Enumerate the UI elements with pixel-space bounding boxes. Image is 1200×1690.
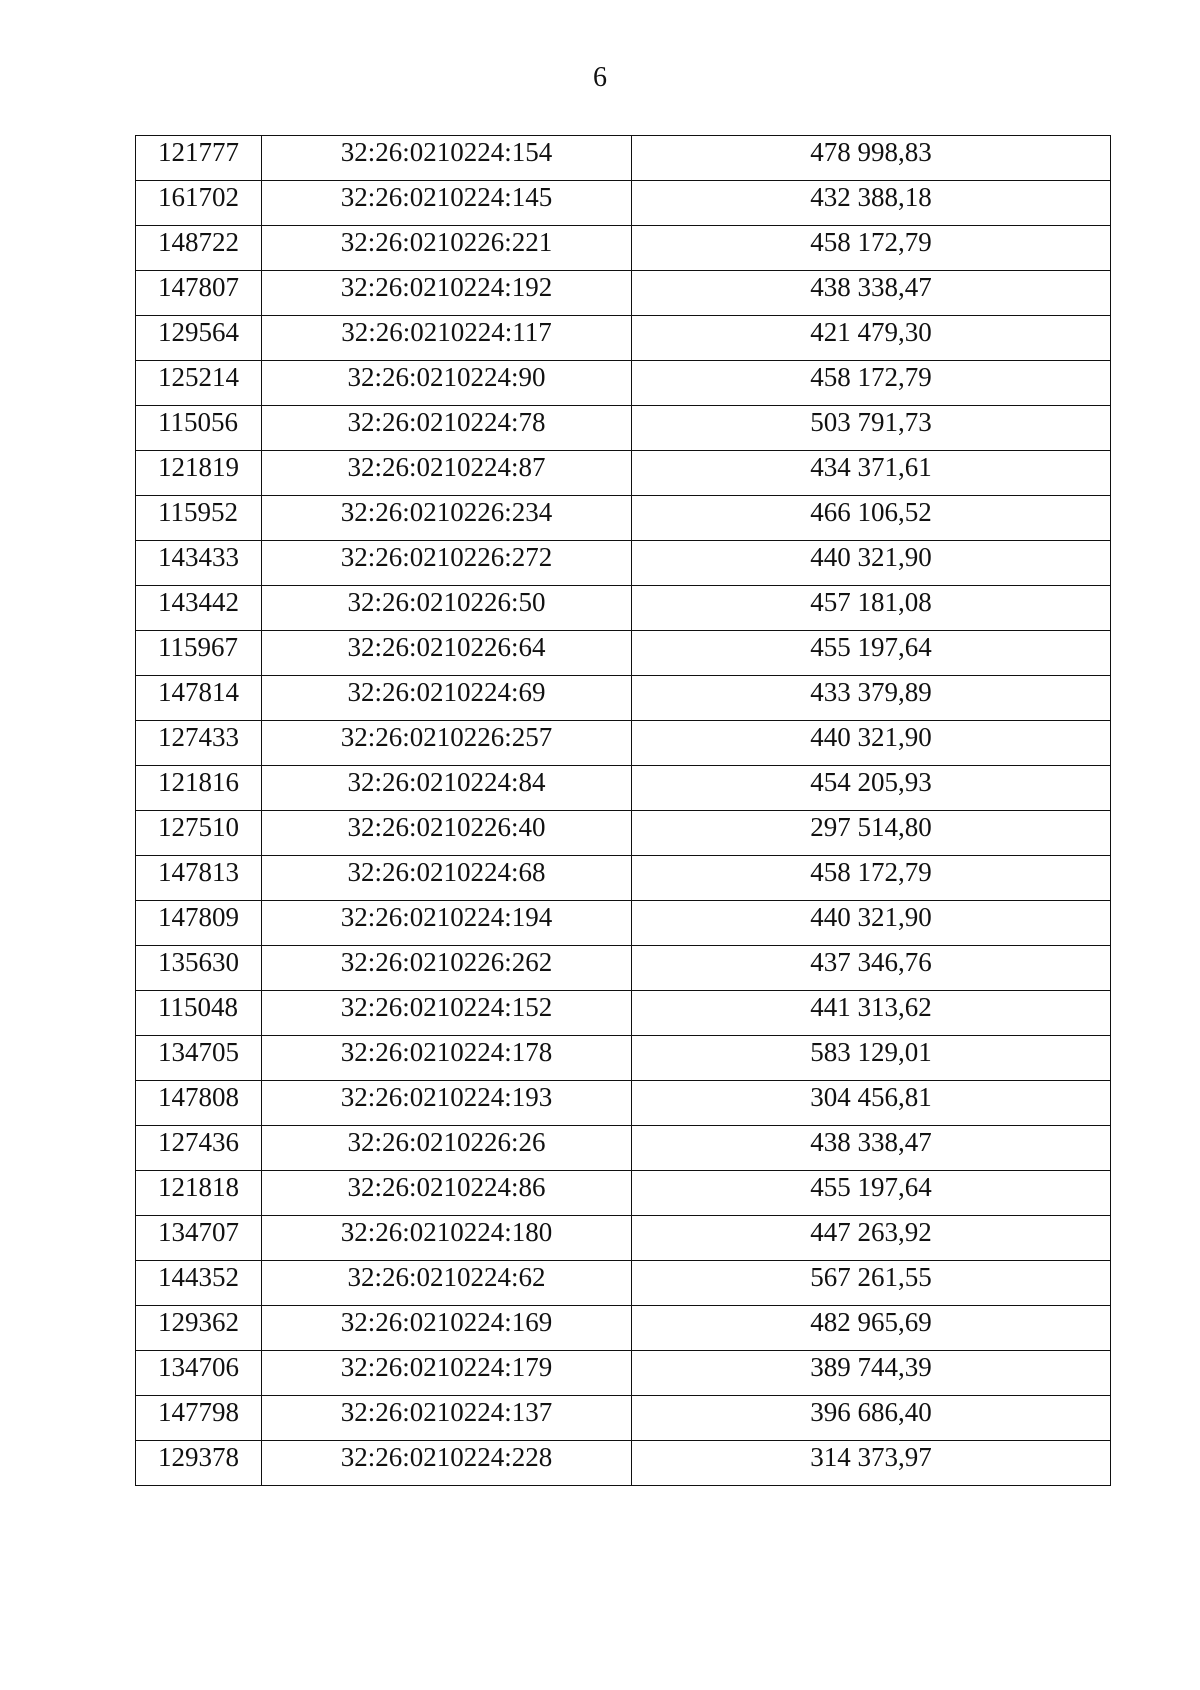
row-id-cell xyxy=(136,1441,262,1486)
cadastral-number-cell-text: 32:26:0210224:78 xyxy=(347,407,546,437)
value-cell xyxy=(632,586,1111,631)
row-id-cell-text: 147813 xyxy=(158,857,239,887)
value-cell-text: 503 791,73 xyxy=(810,407,932,437)
value-cell-text: 457 181,08 xyxy=(810,587,932,617)
cadastral-number-cell-text: 32:26:0210226:221 xyxy=(340,227,553,257)
cadastral-number-cell-text: 32:26:0210224:194 xyxy=(340,902,553,932)
row-id-cell-text: 135630 xyxy=(158,947,239,977)
table-row xyxy=(136,586,1111,631)
row-id-cell xyxy=(136,721,262,766)
cadastral-number-cell xyxy=(262,631,632,676)
value-cell xyxy=(632,181,1111,226)
cadastral-number-cell-text: 32:26:0210224:178 xyxy=(340,1037,553,1067)
value-cell xyxy=(632,1396,1111,1441)
value-cell xyxy=(632,451,1111,496)
value-cell xyxy=(632,226,1111,271)
row-id-cell xyxy=(136,856,262,901)
row-id-cell-text: 121818 xyxy=(158,1172,239,1202)
value-cell xyxy=(632,1081,1111,1126)
cadastral-number-cell xyxy=(262,676,632,721)
value-cell xyxy=(632,766,1111,811)
value-cell-text: 440 321,90 xyxy=(810,722,932,752)
row-id-cell xyxy=(136,361,262,406)
table-row xyxy=(136,226,1111,271)
cadastral-number-cell xyxy=(262,766,632,811)
row-id-cell xyxy=(136,1396,262,1441)
cadastral-number-cell xyxy=(262,406,632,451)
cadastral-number-cell xyxy=(262,1261,632,1306)
cadastral-number-cell xyxy=(262,1216,632,1261)
value-cell-text: 583 129,01 xyxy=(810,1037,932,1067)
value-cell-text: 438 338,47 xyxy=(810,1127,932,1157)
row-id-cell-text: 129362 xyxy=(158,1307,239,1337)
row-id-cell-text: 115048 xyxy=(158,992,238,1022)
value-cell-text: 458 172,79 xyxy=(810,857,932,887)
row-id-cell xyxy=(136,991,262,1036)
table-row xyxy=(136,721,1111,766)
value-cell xyxy=(632,1261,1111,1306)
row-id-cell xyxy=(136,631,262,676)
value-cell xyxy=(632,136,1111,181)
value-cell-text: 432 388,18 xyxy=(810,182,932,212)
row-id-cell xyxy=(136,136,262,181)
cadastral-number-cell-text: 32:26:0210224:84 xyxy=(347,767,546,797)
cadastral-number-cell xyxy=(262,181,632,226)
table-row xyxy=(136,1171,1111,1216)
table-row xyxy=(136,316,1111,361)
cadastral-number-cell xyxy=(262,316,632,361)
row-id-cell xyxy=(136,1306,262,1351)
cadastral-number-cell xyxy=(262,136,632,181)
data-table xyxy=(135,135,1111,1486)
row-id-cell xyxy=(136,586,262,631)
value-cell xyxy=(632,811,1111,856)
table-row xyxy=(136,136,1111,181)
table-row xyxy=(136,1306,1111,1351)
row-id-cell-text: 147808 xyxy=(158,1082,239,1112)
value-cell xyxy=(632,1216,1111,1261)
cadastral-number-cell xyxy=(262,946,632,991)
table-row xyxy=(136,946,1111,991)
cadastral-number-cell xyxy=(262,901,632,946)
page-number: 6 xyxy=(593,62,607,93)
cadastral-number-cell xyxy=(262,1351,632,1396)
value-cell xyxy=(632,856,1111,901)
value-cell-text: 447 263,92 xyxy=(810,1217,932,1247)
value-cell-text: 455 197,64 xyxy=(810,1172,932,1202)
value-cell-text: 482 965,69 xyxy=(810,1307,932,1337)
value-cell-text: 433 379,89 xyxy=(810,677,932,707)
cadastral-number-cell-text: 32:26:0210224:62 xyxy=(347,1262,546,1292)
row-id-cell-text: 144352 xyxy=(158,1262,239,1292)
value-cell xyxy=(632,901,1111,946)
value-cell-text: 434 371,61 xyxy=(810,452,932,482)
cadastral-number-cell xyxy=(262,226,632,271)
cadastral-number-cell xyxy=(262,1171,632,1216)
value-cell xyxy=(632,1441,1111,1486)
table-row xyxy=(136,496,1111,541)
value-cell-text: 454 205,93 xyxy=(810,767,932,797)
value-cell-text: 437 346,76 xyxy=(810,947,932,977)
value-cell-text: 389 744,39 xyxy=(810,1352,932,1382)
row-id-cell-text: 147814 xyxy=(158,677,239,707)
row-id-cell-text: 147798 xyxy=(158,1397,239,1427)
cadastral-number-cell-text: 32:26:0210224:117 xyxy=(341,317,552,347)
cadastral-number-cell xyxy=(262,1306,632,1351)
row-id-cell-text: 115056 xyxy=(158,407,238,437)
row-id-cell xyxy=(136,1351,262,1396)
row-id-cell-text: 147809 xyxy=(158,902,239,932)
cadastral-number-cell xyxy=(262,1441,632,1486)
table-row xyxy=(136,1216,1111,1261)
row-id-cell-text: 115967 xyxy=(158,632,238,662)
table-row xyxy=(136,1126,1111,1171)
row-id-cell xyxy=(136,901,262,946)
value-cell xyxy=(632,721,1111,766)
value-cell xyxy=(632,1036,1111,1081)
table-row xyxy=(136,811,1111,856)
row-id-cell-text: 127436 xyxy=(158,1127,239,1157)
cadastral-number-cell xyxy=(262,811,632,856)
row-id-cell xyxy=(136,316,262,361)
row-id-cell xyxy=(136,1216,262,1261)
row-id-cell xyxy=(136,406,262,451)
cadastral-number-cell-text: 32:26:0210226:50 xyxy=(347,587,546,617)
row-id-cell xyxy=(136,226,262,271)
value-cell xyxy=(632,1306,1111,1351)
cadastral-number-cell-text: 32:26:0210226:26 xyxy=(347,1127,546,1157)
row-id-cell-text: 134705 xyxy=(158,1037,239,1067)
value-cell-text: 438 338,47 xyxy=(810,272,932,302)
value-cell xyxy=(632,1351,1111,1396)
table-row xyxy=(136,451,1111,496)
value-cell-text: 458 172,79 xyxy=(810,227,932,257)
table-row xyxy=(136,631,1111,676)
cadastral-number-cell xyxy=(262,451,632,496)
cadastral-number-cell-text: 32:26:0210224:90 xyxy=(347,362,546,392)
value-cell-text: 478 998,83 xyxy=(810,137,932,167)
table-row xyxy=(136,856,1111,901)
cadastral-number-cell xyxy=(262,1036,632,1081)
cadastral-number-cell xyxy=(262,1126,632,1171)
table-row xyxy=(136,361,1111,406)
cadastral-number-cell xyxy=(262,361,632,406)
cadastral-number-cell-text: 32:26:0210224:152 xyxy=(340,992,553,1022)
cadastral-number-cell-text: 32:26:0210224:87 xyxy=(347,452,546,482)
value-cell xyxy=(632,991,1111,1036)
row-id-cell xyxy=(136,496,262,541)
value-cell-text: 396 686,40 xyxy=(810,1397,932,1427)
table-row xyxy=(136,1261,1111,1306)
cadastral-number-cell-text: 32:26:0210224:180 xyxy=(340,1217,553,1247)
value-cell xyxy=(632,1171,1111,1216)
cadastral-number-cell-text: 32:26:0210226:64 xyxy=(347,632,546,662)
row-id-cell-text: 115952 xyxy=(158,497,238,527)
value-cell xyxy=(632,496,1111,541)
cadastral-number-cell xyxy=(262,586,632,631)
row-id-cell-text: 143442 xyxy=(158,587,239,617)
row-id-cell-text: 127433 xyxy=(158,722,239,752)
row-id-cell-text: 147807 xyxy=(158,272,239,302)
row-id-cell-text: 134706 xyxy=(158,1352,239,1382)
cadastral-number-cell xyxy=(262,271,632,316)
row-id-cell-text: 143433 xyxy=(158,542,239,572)
row-id-cell-text: 148722 xyxy=(158,227,239,257)
table-row xyxy=(136,1036,1111,1081)
cadastral-number-cell xyxy=(262,1396,632,1441)
value-cell-text: 297 514,80 xyxy=(810,812,932,842)
row-id-cell xyxy=(136,946,262,991)
value-cell-text: 441 313,62 xyxy=(810,992,932,1022)
value-cell xyxy=(632,406,1111,451)
cadastral-number-cell-text: 32:26:0210224:154 xyxy=(340,137,553,167)
row-id-cell xyxy=(136,811,262,856)
table-row xyxy=(136,1351,1111,1396)
row-id-cell xyxy=(136,1261,262,1306)
table-row xyxy=(136,181,1111,226)
row-id-cell xyxy=(136,1036,262,1081)
row-id-cell xyxy=(136,1171,262,1216)
row-id-cell-text: 129564 xyxy=(158,317,239,347)
value-cell xyxy=(632,946,1111,991)
value-cell-text: 440 321,90 xyxy=(810,542,932,572)
cadastral-number-cell xyxy=(262,991,632,1036)
table-row xyxy=(136,406,1111,451)
cadastral-number-cell-text: 32:26:0210224:169 xyxy=(340,1307,553,1337)
table-row xyxy=(136,766,1111,811)
cadastral-number-cell-text: 32:26:0210224:192 xyxy=(340,272,553,302)
cadastral-number-cell-text: 32:26:0210224:228 xyxy=(340,1442,553,1472)
value-cell xyxy=(632,361,1111,406)
cadastral-number-cell-text: 32:26:0210224:69 xyxy=(347,677,546,707)
cadastral-number-cell-text: 32:26:0210226:234 xyxy=(340,497,553,527)
cadastral-number-cell-text: 32:26:0210224:145 xyxy=(340,182,553,212)
value-cell xyxy=(632,541,1111,586)
table-row xyxy=(136,271,1111,316)
value-cell xyxy=(632,316,1111,361)
cadastral-number-cell xyxy=(262,1081,632,1126)
cadastral-number-cell-text: 32:26:0210224:193 xyxy=(340,1082,553,1112)
table-row xyxy=(136,676,1111,721)
cadastral-number-cell-text: 32:26:0210226:40 xyxy=(347,812,546,842)
cadastral-number-cell-text: 32:26:0210224:179 xyxy=(340,1352,553,1382)
value-cell-text: 458 172,79 xyxy=(810,362,932,392)
value-cell-text: 455 197,64 xyxy=(810,632,932,662)
row-id-cell-text: 129378 xyxy=(158,1442,239,1472)
value-cell xyxy=(632,676,1111,721)
row-id-cell-text: 121819 xyxy=(158,452,239,482)
cadastral-number-cell-text: 32:26:0210224:68 xyxy=(347,857,546,887)
value-cell-text: 567 261,55 xyxy=(810,1262,932,1292)
row-id-cell-text: 127510 xyxy=(158,812,239,842)
row-id-cell-text: 134707 xyxy=(158,1217,239,1247)
row-id-cell xyxy=(136,676,262,721)
cadastral-number-cell-text: 32:26:0210226:262 xyxy=(340,947,553,977)
table-body xyxy=(136,136,1111,1486)
cadastral-number-cell-text: 32:26:0210224:137 xyxy=(340,1397,553,1427)
row-id-cell xyxy=(136,1126,262,1171)
row-id-cell xyxy=(136,541,262,586)
row-id-cell xyxy=(136,1081,262,1126)
cadastral-number-cell-text: 32:26:0210226:272 xyxy=(340,542,553,572)
row-id-cell xyxy=(136,181,262,226)
cadastral-number-cell xyxy=(262,856,632,901)
row-id-cell-text: 161702 xyxy=(158,182,239,212)
value-cell xyxy=(632,271,1111,316)
table-row xyxy=(136,991,1111,1036)
row-id-cell-text: 125214 xyxy=(158,362,239,392)
value-cell xyxy=(632,1126,1111,1171)
cadastral-number-cell-text: 32:26:0210224:86 xyxy=(347,1172,546,1202)
table-row xyxy=(136,541,1111,586)
table-row xyxy=(136,1396,1111,1441)
row-id-cell xyxy=(136,451,262,496)
cadastral-number-cell xyxy=(262,541,632,586)
row-id-cell xyxy=(136,271,262,316)
row-id-cell-text: 121777 xyxy=(158,137,239,167)
value-cell-text: 314 373,97 xyxy=(810,1442,932,1472)
cadastral-number-cell xyxy=(262,496,632,541)
table-row xyxy=(136,1081,1111,1126)
value-cell-text: 466 106,52 xyxy=(810,497,932,527)
value-cell xyxy=(632,631,1111,676)
value-cell-text: 421 479,30 xyxy=(810,317,932,347)
value-cell-text: 304 456,81 xyxy=(810,1082,932,1112)
cadastral-number-cell xyxy=(262,721,632,766)
value-cell-text: 440 321,90 xyxy=(810,902,932,932)
row-id-cell-text: 121816 xyxy=(158,767,239,797)
cadastral-number-cell-text: 32:26:0210226:257 xyxy=(340,722,553,752)
table-row xyxy=(136,1441,1111,1486)
table-row xyxy=(136,901,1111,946)
row-id-cell xyxy=(136,766,262,811)
